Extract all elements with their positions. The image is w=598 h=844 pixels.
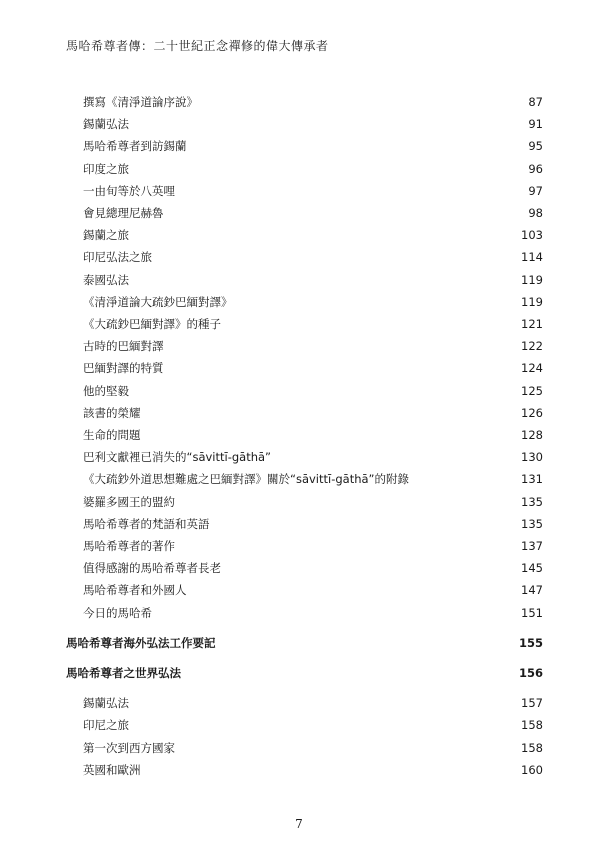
- toc-entry[interactable]: [83, 604, 543, 622]
- toc-entry-title: 《大疏鈔巴緬對譯》的種子: [83, 317, 221, 331]
- toc-entry-title: 巴利文獻裡已消失的“sāvittī-gāthā”: [83, 450, 272, 464]
- toc-entry-page: 91: [528, 117, 543, 131]
- toc-entry[interactable]: [83, 204, 543, 222]
- toc-entry-title: 馬哈希尊者和外國人: [83, 583, 187, 597]
- toc-entry[interactable]: [83, 739, 543, 757]
- toc-entry[interactable]: [83, 93, 543, 111]
- toc-entry[interactable]: [83, 559, 543, 577]
- toc-entry-title: 馬哈希尊者的著作: [83, 539, 175, 553]
- toc-entry-title: 馬哈希尊者海外弘法工作要記: [66, 636, 216, 650]
- toc-entry-title: 會見總理尼赫魯: [83, 206, 164, 220]
- toc-entry[interactable]: [83, 382, 543, 400]
- toc-entry-page: 131: [521, 472, 543, 486]
- toc-entry[interactable]: [83, 182, 543, 200]
- toc-entry-page: 119: [521, 273, 543, 287]
- toc-entry-title: 撰寫《清淨道論序說》: [83, 95, 198, 109]
- toc-entry-page: 125: [521, 384, 543, 398]
- toc-entry-page: 157: [521, 696, 543, 710]
- toc-entry[interactable]: [83, 359, 543, 377]
- toc-entry-title: 錫蘭弘法: [83, 117, 129, 131]
- toc-entry-page: 95: [528, 139, 543, 153]
- toc-chapter-entry[interactable]: [66, 634, 543, 652]
- toc-entry-title: 今日的馬哈希: [83, 606, 152, 620]
- toc-entry-page: 121: [521, 317, 543, 331]
- toc-entry-page: 147: [521, 583, 543, 597]
- toc-entry-page: 114: [521, 250, 543, 264]
- toc-entry[interactable]: [83, 716, 543, 734]
- toc-entry-title: 英國和歐洲: [83, 763, 141, 777]
- toc-entry[interactable]: [83, 404, 543, 422]
- toc-entry-title: 馬哈希尊者到訪錫蘭: [83, 139, 187, 153]
- toc-entry[interactable]: [83, 226, 543, 244]
- toc-entry-page: 156: [518, 666, 543, 680]
- toc-entry-page: 97: [528, 184, 543, 198]
- toc-entry-page: 137: [521, 539, 543, 553]
- toc-entry[interactable]: [83, 581, 543, 599]
- toc-entry-title: 該書的榮耀: [83, 406, 141, 420]
- toc-entry-page: 151: [521, 606, 543, 620]
- toc-entry-page: 160: [521, 763, 543, 777]
- toc-entry[interactable]: [83, 694, 543, 712]
- toc-entry-page: 158: [521, 741, 543, 755]
- toc-entry-page: 98: [528, 206, 543, 220]
- toc-entry[interactable]: [83, 493, 543, 511]
- toc-entry[interactable]: [83, 293, 543, 311]
- toc-entry-title: 巴緬對譯的特質: [83, 361, 164, 375]
- toc-entry-title: 錫蘭之旅: [83, 228, 129, 242]
- toc-entry[interactable]: [83, 137, 543, 155]
- toc-entry[interactable]: [83, 515, 543, 533]
- toc-entry-page: 119: [521, 295, 543, 309]
- toc-entry[interactable]: [83, 426, 543, 444]
- toc-entry-title: 《大疏鈔外道思想難處之巴緬對譯》關於“sāvittī-gāthā”的附錄: [83, 472, 410, 486]
- toc-entry-page: 135: [521, 517, 543, 531]
- toc-entry-title: 值得感謝的馬哈希尊者長老: [83, 561, 221, 575]
- toc-entry-page: 126: [521, 406, 543, 420]
- toc-entry-title: 泰國弘法: [83, 273, 129, 287]
- toc-entry-page: 128: [521, 428, 543, 442]
- toc-entry-title: 錫蘭弘法: [83, 696, 129, 710]
- toc-entry-page: 130: [521, 450, 543, 464]
- toc-entry-title: 第一次到西方國家: [83, 741, 175, 755]
- toc-entry[interactable]: [83, 271, 543, 289]
- toc-entry-title: 生命的問題: [83, 428, 141, 442]
- toc-entry[interactable]: [83, 160, 543, 178]
- toc-entry[interactable]: [83, 248, 543, 266]
- toc-chapter-entry[interactable]: [66, 664, 543, 682]
- toc-entry[interactable]: [83, 470, 543, 488]
- toc-entry-page: 155: [518, 636, 543, 650]
- toc-entry-title: 《清淨道論大疏鈔巴緬對譯》: [83, 295, 233, 309]
- toc-entry-page: 135: [521, 495, 543, 509]
- toc-entry-title: 印尼之旅: [83, 718, 129, 732]
- toc-entry-page: 124: [521, 361, 543, 375]
- toc-entry[interactable]: [83, 315, 543, 333]
- toc-entry-title: 一由旬等於八英哩: [83, 184, 175, 198]
- toc-entry[interactable]: [83, 337, 543, 355]
- toc-entry-page: 103: [521, 228, 543, 242]
- toc-entry[interactable]: [83, 761, 543, 779]
- toc-entry[interactable]: [83, 537, 543, 555]
- toc-entry-title: 印尼弘法之旅: [83, 250, 152, 264]
- toc-entry-title: 他的堅毅: [83, 384, 129, 398]
- toc-entry-title: 馬哈希尊者之世界弘法: [66, 666, 181, 680]
- toc-entry-page: 158: [521, 718, 543, 732]
- toc-entry-page: 122: [521, 339, 543, 353]
- toc-entry-page: 145: [521, 561, 543, 575]
- toc-entry[interactable]: [83, 448, 543, 466]
- page-number: 7: [295, 817, 303, 831]
- toc-entry-page: 87: [528, 95, 543, 109]
- toc-entry-title: 印度之旅: [83, 162, 129, 176]
- toc-entry-page: 96: [528, 162, 543, 176]
- toc-entry-title: 馬哈希尊者的梵語和英語: [83, 517, 210, 531]
- toc-entry[interactable]: [83, 115, 543, 133]
- toc-entry-title: 婆羅多國王的盟約: [83, 495, 175, 509]
- running-header-title: 馬哈希尊者傳：二十世紀正念禪修的偉大傳承者: [66, 39, 329, 53]
- toc-entry-title: 古時的巴緬對譯: [83, 339, 164, 353]
